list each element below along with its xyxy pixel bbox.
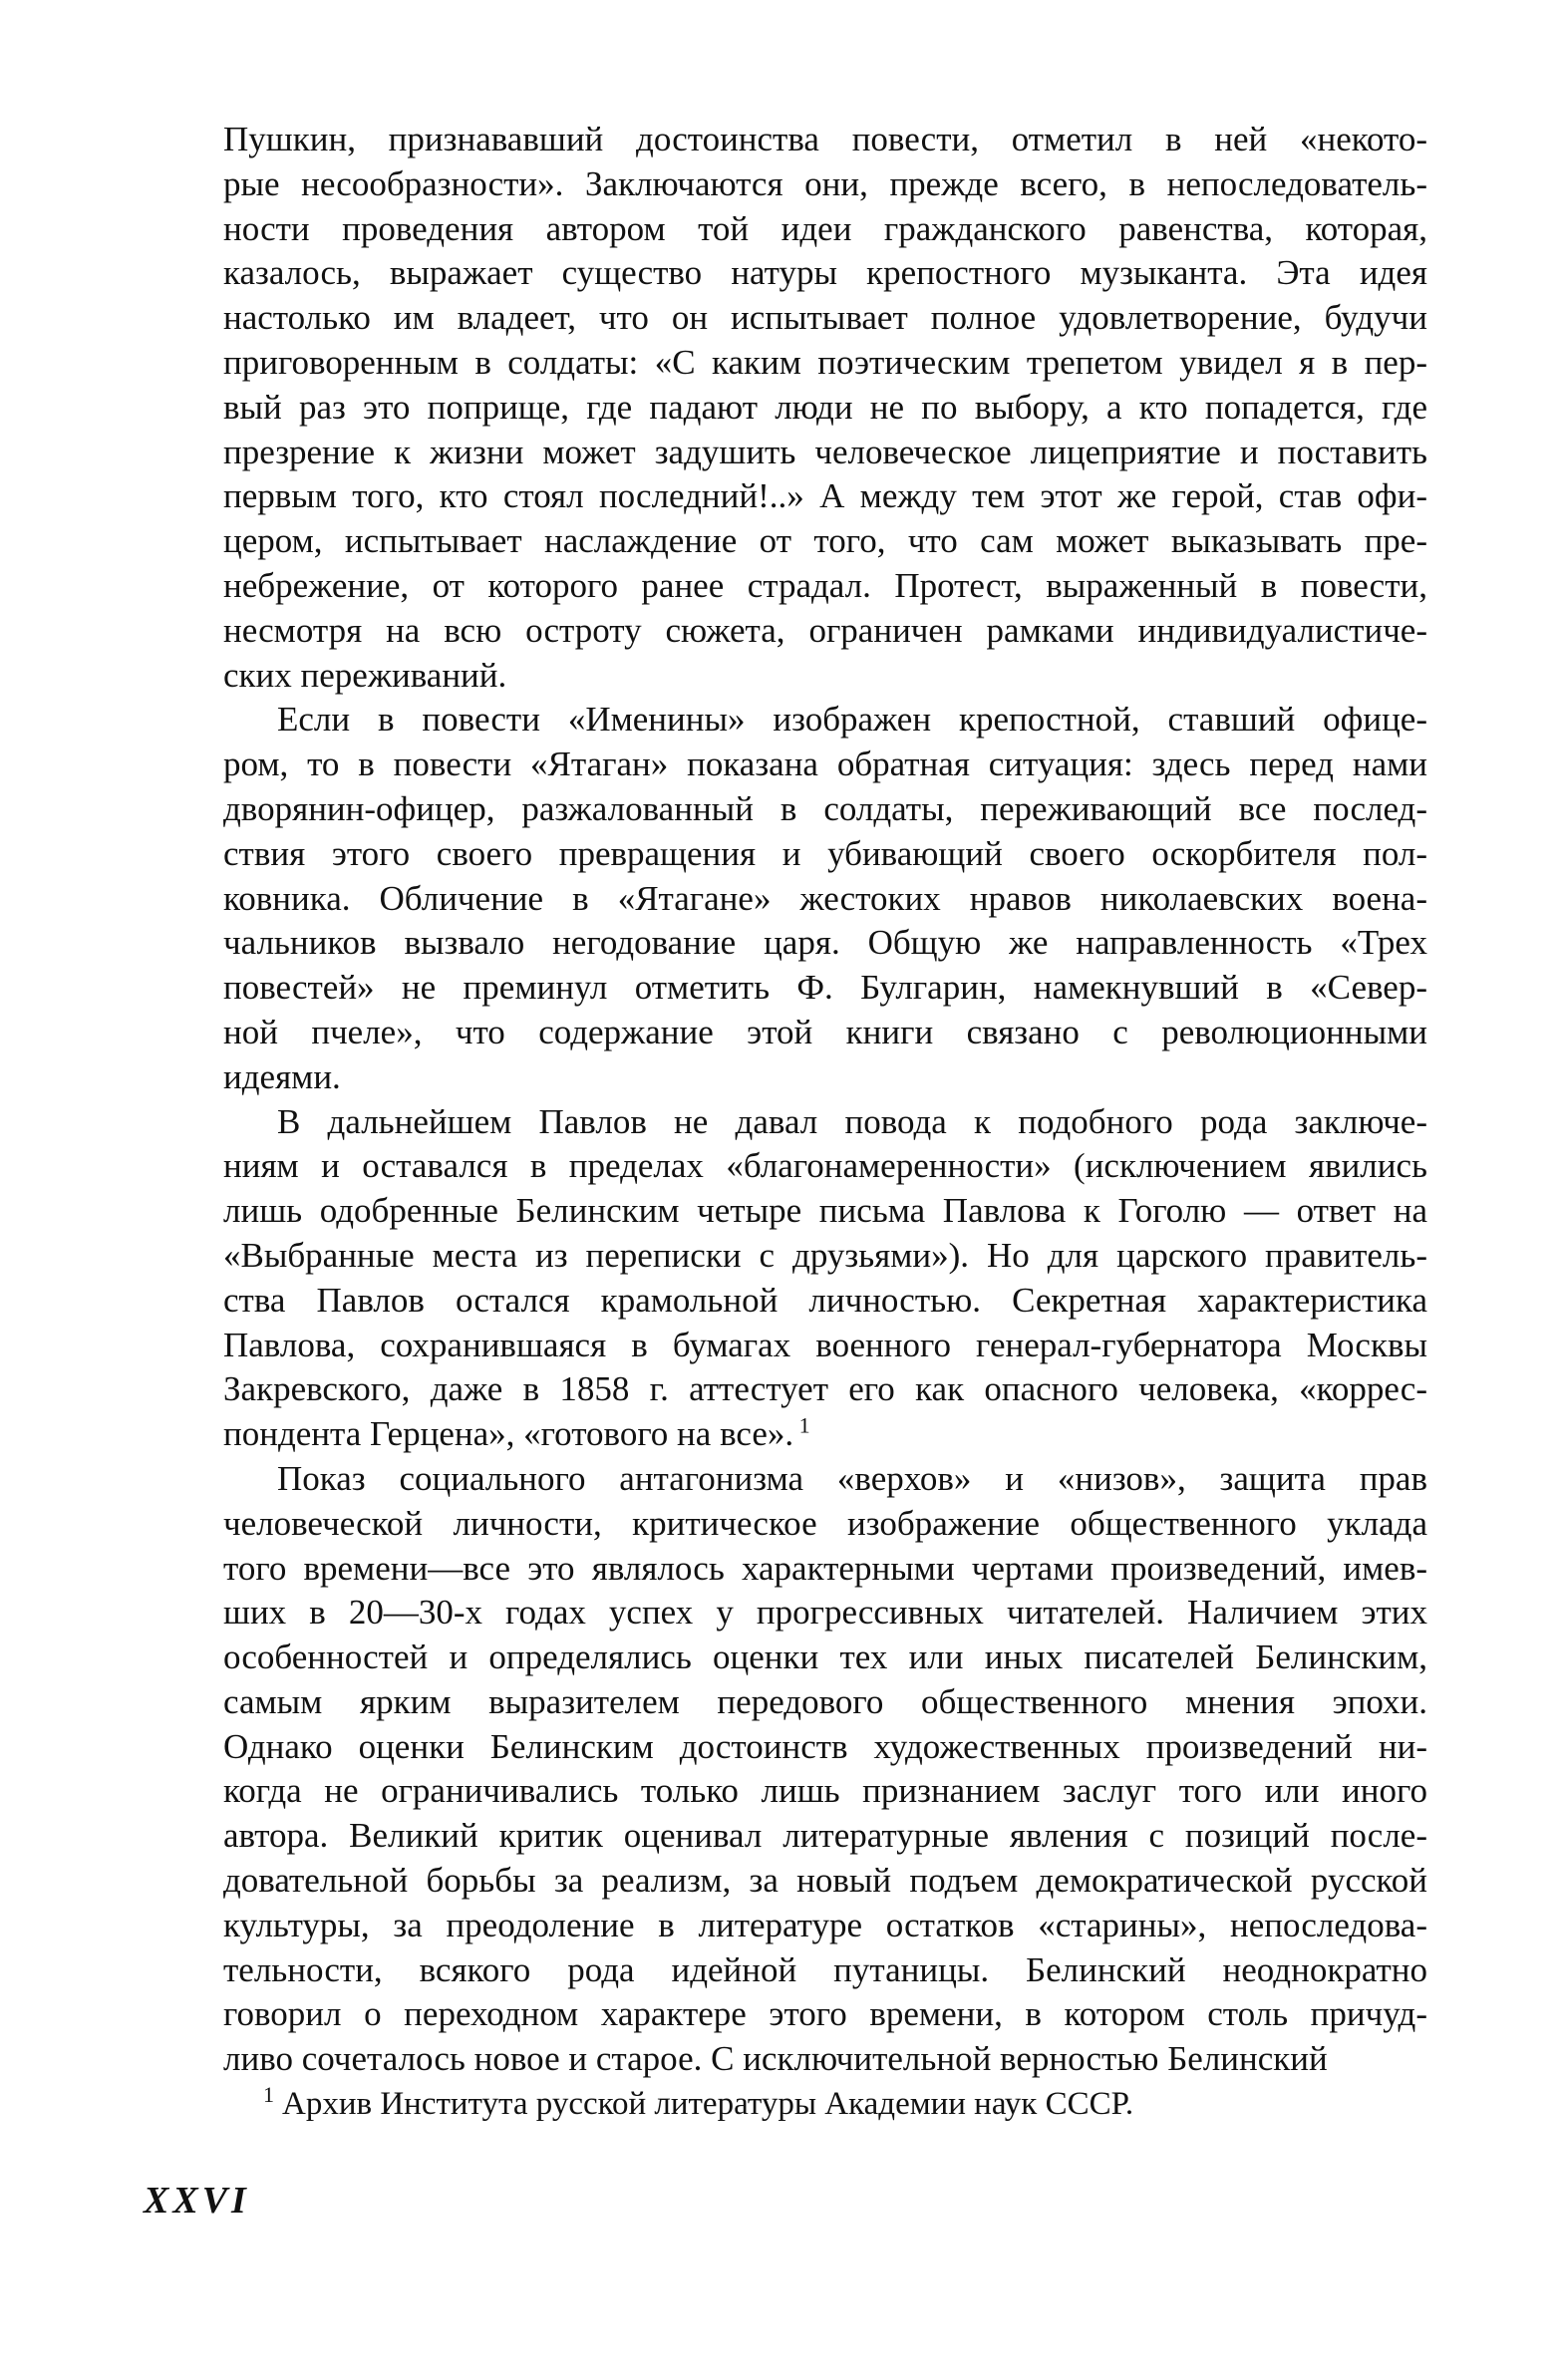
- text-line: настолько им владеет, что он испытывает полное удовлетворение, будучи: [223, 298, 1427, 338]
- paragraph: [223, 1457, 1427, 2082]
- text-line: приговоренным в солдаты: «С каким поэтическим трепетом увидел я в пер-: [223, 342, 1427, 382]
- page-number: XXVI: [144, 2180, 250, 2222]
- text-line: Закревского, даже в 1858 г. аттестует его как опасного человека, «коррес-: [223, 1369, 1427, 1409]
- footnote-text: Архив Института русской литературы Академии наук СССР.: [282, 2086, 1134, 2122]
- text-line: ковника. Обличение в «Ятагане» жестоких нравов николаевских воена-: [223, 878, 1427, 918]
- text-line: повестей» не преминул отметить Ф. Булгарин, намекнувший в «Север-: [223, 968, 1427, 1008]
- text-line: лишь одобренные Белинским четыре письма Павлова к Гоголю — ответ на: [223, 1191, 1427, 1231]
- text-line: человеческой личности, критическое изображение общественного уклада: [223, 1503, 1427, 1543]
- text-line: первым того, кто стоял последний!..» А между тем этот же герой, став офи-: [223, 476, 1427, 516]
- text-line: В дальнейшем Павлов не давал повода к подобного рода заключе-: [277, 1101, 1427, 1141]
- text-line: довательной борьбы за реализм, за новый подъем демократической русской: [223, 1861, 1427, 1901]
- text-line: ливо сочеталось новое и старое. С исключительной верностью Белинский: [223, 2039, 1328, 2079]
- text-line: ной пчеле», что содержание этой книги связано с революционными: [223, 1012, 1427, 1051]
- text-line: Однако оценки Белинским достоинств художественных произведений ни-: [223, 1726, 1427, 1766]
- main-text: [223, 118, 1427, 2082]
- text-line: пондента Герцена», «готового на все».: [223, 1414, 794, 1454]
- text-line: Пушкин, признававший достоинства повести, отметил в ней «некото-: [223, 120, 1427, 158]
- text-line: презрение к жизни может задушить человеческое лицеприятие и поставить: [223, 432, 1427, 471]
- text-line: вый раз это поприще, где падают люди не по выбору, а кто попадется, где: [223, 387, 1427, 427]
- text-line: ших в 20—30-х годах успех у прогрессивных читателей. Наличием этих: [223, 1593, 1427, 1633]
- text-line: несмотря на всю остроту сюжета, ограничен рамками индивидуалистиче-: [223, 610, 1427, 650]
- text-line: культуры, за преодоление в литературе остатков «старины», непоследова-: [223, 1905, 1427, 1944]
- text-line: того времени—все это являлось характерными чертами произведений, имев-: [223, 1548, 1427, 1588]
- text-line: идеями.: [223, 1056, 341, 1096]
- text-line: чальников вызвало негодование царя. Общую же направленность «Трех: [223, 923, 1427, 963]
- paragraph: [223, 1100, 1427, 1457]
- paragraph: [223, 118, 1427, 698]
- text-line: цером, испытывает наслаждение от того, что сам может выказывать пре-: [223, 521, 1427, 561]
- text-line: дворянин-офицер, разжалованный в солдаты, переживающий все послед-: [223, 788, 1427, 828]
- paragraph: [223, 698, 1427, 1099]
- text-line: особенностей и определялись оценки тех или иных писателей Белинским,: [223, 1637, 1427, 1677]
- text-line: Павлова, сохранившаяся в бумагах военного генерал-губернатора Москвы: [223, 1325, 1427, 1364]
- footnote-number: 1: [263, 2082, 274, 2107]
- text-line: «Выбранные места из переписки с друзьями»). Но для царского правитель-: [223, 1235, 1427, 1275]
- text-line: рые несообразности». Заключаются они, прежде всего, в непоследователь-: [223, 163, 1427, 203]
- text-line: ских переживаний.: [223, 655, 507, 695]
- text-line: ства Павлов остался крамольной личностью. Секретная характеристика: [223, 1280, 1427, 1320]
- text-line: ниям и оставался в пределах «благонамеренности» (исключением явились: [223, 1146, 1427, 1186]
- text-line: Если в повести «Именины» изображен крепостной, ставший офице-: [277, 700, 1427, 740]
- text-line: тельности, всякого рода идейной путаницы. Белинский неоднократно: [223, 1949, 1427, 1989]
- text-line: ствия этого своего превращения и убивающий своего оскорбителя пол-: [223, 833, 1427, 873]
- text-line: Показ социального антагонизма «верхов» и «низов», защита прав: [277, 1458, 1427, 1498]
- text-line: когда не ограничивались только лишь признанием заслуг того или иного: [223, 1771, 1427, 1811]
- text-line: самым ярким выразителем передового общественного мнения эпохи.: [223, 1681, 1427, 1721]
- text-line: небрежение, от которого ранее страдал. Протест, выраженный в повести,: [223, 565, 1427, 605]
- text-line: автора. Великий критик оценивал литературные явления с позиций после-: [223, 1816, 1427, 1856]
- text-line: казалось, выражает существо натуры крепостного музыканта. Эта идея: [223, 253, 1427, 293]
- text-line: ром, то в повести «Ятаган» показана обратная ситуация: здесь перед нами: [223, 744, 1427, 784]
- footnote-marker: 1: [793, 1412, 810, 1438]
- footnote: [263, 2083, 1360, 2125]
- text-line: ности проведения автором той идеи гражданского равенства, которая,: [223, 208, 1427, 248]
- text-line: говорил о переходном характере этого времени, в котором столь причуд-: [223, 1994, 1427, 2034]
